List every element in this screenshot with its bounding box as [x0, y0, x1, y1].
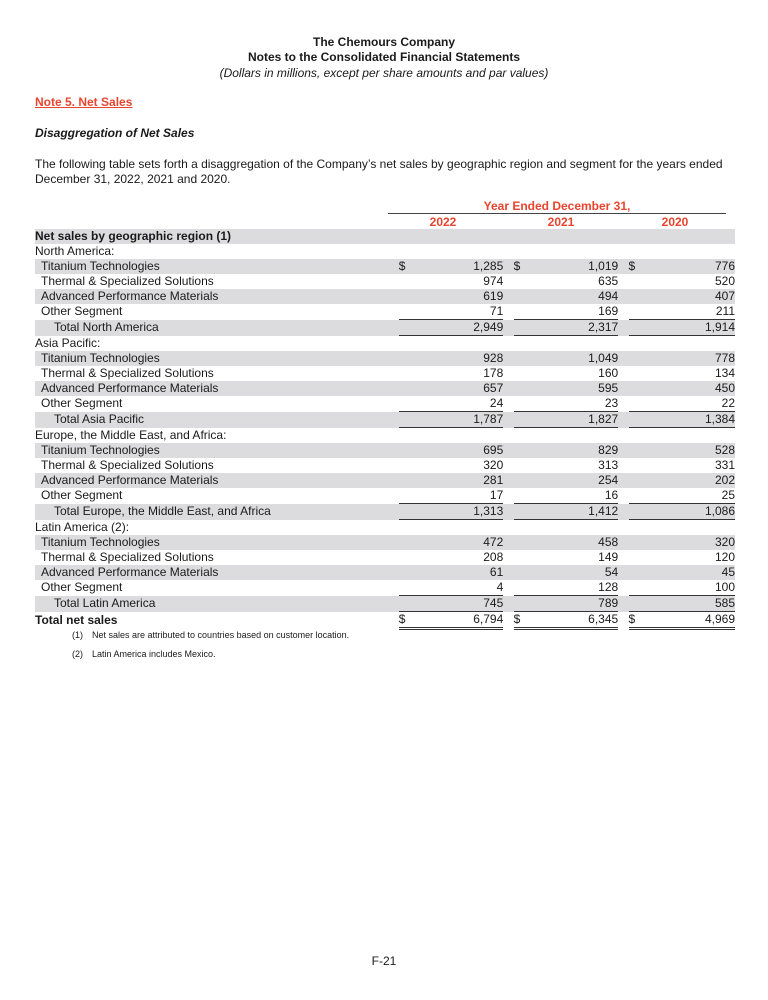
currency-symbol: [514, 366, 528, 381]
currency-symbol: $: [514, 612, 528, 629]
currency-symbol: [629, 565, 643, 580]
value-cell: 320: [483, 458, 504, 472]
region-total-row: [35, 320, 735, 336]
row-label: Titanium Technologies: [35, 351, 399, 366]
value-cell: [642, 428, 735, 444]
column-gap: [618, 244, 628, 259]
currency-symbol: [629, 596, 643, 612]
value-cell: [642, 229, 735, 244]
value-cell: 134: [714, 366, 735, 380]
value-cell: 149: [598, 550, 619, 564]
currency-symbol: [399, 580, 413, 596]
column-gap: [618, 596, 628, 612]
currency-symbol: [514, 351, 528, 366]
column-gap: [503, 596, 513, 612]
currency-symbol: [399, 412, 413, 428]
value-cell: 24: [489, 396, 504, 410]
currency-symbol: [514, 504, 528, 520]
currency-symbol: [514, 304, 528, 320]
note-title-link[interactable]: Note 5. Net Sales: [35, 95, 133, 109]
row-label: Total Europe, the Middle East, and Africa: [35, 504, 399, 520]
value-cell: 1,384: [642, 412, 735, 428]
period-header: Year Ended December 31,: [388, 199, 726, 214]
value-cell: 160: [598, 366, 619, 380]
value-cell: 928: [412, 351, 503, 366]
table-row: [35, 565, 735, 580]
value-cell: 100: [714, 580, 735, 594]
company-name: The Chemours Company: [312, 35, 456, 49]
currency-symbol: [514, 320, 528, 336]
column-gap: [618, 550, 628, 565]
row-label: Other Segment: [41, 396, 123, 411]
value-cell: 211: [715, 304, 735, 318]
currency-symbol: [514, 535, 528, 550]
column-gap: [618, 473, 628, 488]
currency-symbol: [399, 304, 413, 320]
value-cell: 520: [714, 274, 735, 288]
currency-symbol: $: [629, 259, 643, 274]
value-cell: 2,317: [527, 320, 618, 336]
table-row: [35, 289, 735, 304]
net-sales-table: [35, 229, 735, 630]
region-heading-row: [35, 428, 735, 444]
value-cell: 4,969: [642, 612, 735, 629]
value-cell: 6,794: [412, 612, 503, 629]
region-heading-row: [35, 336, 735, 352]
row-label: Net sales by geographic region (1): [35, 229, 399, 244]
value-cell: [527, 428, 618, 444]
row-label: Thermal & Specialized Solutions: [41, 550, 214, 564]
row-label: Advanced Performance Materials: [35, 473, 399, 488]
value-cell: 202: [642, 473, 735, 488]
table-row: [35, 458, 735, 473]
value-cell: 829: [527, 443, 618, 458]
column-gap: [618, 580, 628, 596]
value-cell: 458: [527, 535, 618, 550]
column-gap: [618, 229, 628, 244]
value-cell: 619: [412, 289, 503, 304]
value-cell: 657: [412, 381, 503, 396]
column-gap: [503, 244, 513, 259]
currency-symbol: [629, 274, 643, 289]
region-total-row: [35, 412, 735, 428]
region-total-row: [35, 504, 735, 520]
value-cell: [412, 428, 503, 444]
currency-symbol: [399, 504, 413, 520]
column-gap: [503, 612, 513, 629]
column-gap: [618, 520, 628, 536]
currency-symbol: [514, 412, 528, 428]
grand-total-row: [35, 612, 735, 629]
column-gap: [503, 428, 513, 444]
value-cell: 22: [721, 396, 735, 410]
column-gap: [618, 612, 628, 629]
row-label: Thermal & Specialized Solutions: [41, 366, 214, 380]
value-cell: 595: [527, 381, 618, 396]
column-gap: [503, 381, 513, 396]
value-cell: [412, 336, 503, 352]
currency-symbol: $: [514, 259, 528, 274]
value-cell: [412, 244, 503, 259]
currency-symbol: [629, 550, 643, 565]
currency-symbol: [514, 336, 528, 352]
value-cell: 23: [604, 396, 619, 410]
column-gap: [618, 428, 628, 444]
column-gap: [618, 336, 628, 352]
currency-symbol: [514, 473, 528, 488]
row-label: Total North America: [35, 320, 399, 336]
column-gap: [503, 336, 513, 352]
currency-symbol: [514, 396, 528, 412]
table-row: [35, 550, 735, 565]
value-cell: 695: [412, 443, 503, 458]
table-row: [35, 366, 735, 381]
currency-symbol: [514, 520, 528, 536]
currency-symbol: [399, 274, 413, 289]
currency-symbol: [514, 229, 528, 244]
column-header-2021: 2021: [506, 215, 616, 230]
table-row: [35, 381, 735, 396]
column-gap: [503, 259, 513, 274]
page-number: F-21: [371, 954, 397, 968]
currency-symbol: [629, 520, 643, 536]
table-row: [35, 488, 735, 504]
currency-symbol: [629, 504, 643, 520]
currency-symbol: [399, 428, 413, 444]
column-gap: [618, 504, 628, 520]
currency-symbol: [629, 366, 643, 381]
column-gap: [618, 320, 628, 336]
currency-symbol: [629, 244, 643, 259]
table-row: [35, 259, 735, 274]
currency-symbol: [399, 289, 413, 304]
footnote-2: (2) Latin America includes Mexico.: [72, 649, 216, 659]
row-label: Thermal & Specialized Solutions: [41, 458, 214, 472]
value-cell: 472: [412, 535, 503, 550]
column-gap: [618, 259, 628, 274]
column-gap: [503, 565, 513, 580]
column-gap: [503, 504, 513, 520]
table-row: [35, 351, 735, 366]
row-label: Total Latin America: [35, 596, 399, 612]
row-label: Advanced Performance Materials: [35, 381, 399, 396]
value-cell: 61: [412, 565, 503, 580]
column-gap: [503, 274, 513, 289]
currency-symbol: [514, 381, 528, 396]
table-row: [35, 535, 735, 550]
column-header-2022: 2022: [388, 215, 498, 230]
currency-symbol: [399, 336, 413, 352]
currency-symbol: [629, 381, 643, 396]
region-heading-row: [35, 520, 735, 536]
currency-symbol: [629, 396, 643, 412]
currency-symbol: [629, 351, 643, 366]
region-total-row: [35, 596, 735, 612]
currency-symbol: [399, 244, 413, 259]
value-cell: 407: [642, 289, 735, 304]
currency-symbol: $: [629, 612, 643, 629]
column-gap: [503, 520, 513, 536]
row-label: Total Asia Pacific: [35, 412, 399, 428]
currency-symbol: [514, 550, 528, 565]
row-label: Other Segment: [41, 580, 123, 595]
value-cell: 1,313: [412, 504, 503, 520]
currency-symbol: [514, 428, 528, 444]
value-cell: 178: [483, 366, 504, 380]
column-gap: [618, 396, 628, 412]
currency-symbol: [399, 351, 413, 366]
value-cell: 1,019: [527, 259, 618, 274]
value-cell: 45: [642, 565, 735, 580]
column-gap: [618, 351, 628, 366]
row-label: Thermal & Specialized Solutions: [41, 274, 214, 288]
currency-symbol: [629, 229, 643, 244]
row-label: Titanium Technologies: [35, 535, 399, 550]
row-label: Other Segment: [41, 304, 123, 319]
column-gap: [618, 289, 628, 304]
currency-symbol: $: [399, 612, 413, 629]
row-label: Titanium Technologies: [35, 259, 399, 274]
currency-symbol: [399, 520, 413, 536]
column-gap: [503, 412, 513, 428]
currency-symbol: [629, 289, 643, 304]
column-gap: [618, 274, 628, 289]
value-cell: 208: [483, 550, 504, 564]
column-gap: [618, 443, 628, 458]
value-cell: 2,949: [412, 320, 503, 336]
currency-symbol: [399, 596, 413, 612]
value-cell: 320: [642, 535, 735, 550]
table-row: [35, 473, 735, 488]
currency-symbol: [514, 274, 528, 289]
currency-symbol: [399, 443, 413, 458]
currency-symbol: [399, 458, 413, 473]
value-cell: 494: [527, 289, 618, 304]
row-label: Titanium Technologies: [35, 443, 399, 458]
currency-symbol: [399, 535, 413, 550]
column-gap: [618, 366, 628, 381]
value-cell: 1,285: [412, 259, 503, 274]
column-gap: [503, 458, 513, 473]
value-cell: 528: [642, 443, 735, 458]
value-cell: 128: [598, 580, 619, 594]
currency-symbol: [514, 488, 528, 504]
value-cell: 635: [598, 274, 619, 288]
value-cell: 1,914: [642, 320, 735, 336]
row-label: Total net sales: [35, 612, 118, 627]
value-cell: 585: [642, 596, 735, 612]
currency-symbol: [514, 565, 528, 580]
currency-symbol: [629, 412, 643, 428]
currency-symbol: [399, 381, 413, 396]
section-heading-row: [35, 229, 735, 244]
column-gap: [503, 229, 513, 244]
document-subtitle: (Dollars in millions, except per share amounts and par values): [219, 66, 549, 80]
row-label: Europe, the Middle East, and Africa:: [35, 427, 227, 442]
value-cell: 1,049: [527, 351, 618, 366]
currency-symbol: [514, 244, 528, 259]
currency-symbol: [514, 443, 528, 458]
currency-symbol: [629, 336, 643, 352]
row-label: Asia Pacific:: [35, 335, 101, 350]
value-cell: 17: [489, 488, 504, 502]
currency-symbol: [629, 535, 643, 550]
column-gap: [503, 289, 513, 304]
value-cell: [642, 244, 735, 259]
column-gap: [503, 320, 513, 336]
currency-symbol: [629, 443, 643, 458]
value-cell: 331: [714, 458, 735, 472]
value-cell: 1,086: [642, 504, 735, 520]
column-gap: [503, 580, 513, 596]
value-cell: [412, 229, 503, 244]
value-cell: 1,787: [412, 412, 503, 428]
table-row: [35, 580, 735, 596]
value-cell: [527, 229, 618, 244]
value-cell: 254: [527, 473, 618, 488]
value-cell: 313: [598, 458, 619, 472]
value-cell: 169: [598, 304, 619, 318]
currency-symbol: [399, 366, 413, 381]
currency-symbol: [514, 458, 528, 473]
value-cell: [527, 336, 618, 352]
column-gap: [503, 396, 513, 412]
value-cell: [527, 244, 618, 259]
value-cell: 745: [412, 596, 503, 612]
column-gap: [618, 412, 628, 428]
currency-symbol: [399, 550, 413, 565]
value-cell: 776: [642, 259, 735, 274]
footnote-1: (1) Net sales are attributed to countries based on customer location.: [72, 630, 350, 640]
value-cell: 789: [527, 596, 618, 612]
currency-symbol: [629, 580, 643, 596]
table-row: [35, 304, 735, 320]
currency-symbol: [399, 396, 413, 412]
column-gap: [503, 366, 513, 381]
document-title: Notes to the Consolidated Financial Statements: [247, 50, 521, 64]
value-cell: 71: [489, 304, 504, 318]
column-gap: [503, 473, 513, 488]
currency-symbol: [514, 289, 528, 304]
region-heading-row: [35, 244, 735, 259]
intro-paragraph: The following table sets forth a disaggregation of the Company’s net sales by geographic region and segment for the years ended December 31, 2022, 2021 and 2020.: [35, 157, 723, 186]
value-cell: 778: [642, 351, 735, 366]
value-cell: 974: [483, 274, 504, 288]
column-gap: [618, 304, 628, 320]
row-label: Advanced Performance Materials: [35, 565, 399, 580]
value-cell: 25: [721, 488, 735, 502]
value-cell: 54: [527, 565, 618, 580]
currency-symbol: [399, 473, 413, 488]
currency-symbol: [399, 229, 413, 244]
column-gap: [503, 443, 513, 458]
value-cell: 6,345: [527, 612, 618, 629]
value-cell: [642, 336, 735, 352]
column-gap: [618, 381, 628, 396]
row-label: Advanced Performance Materials: [35, 289, 399, 304]
column-gap: [618, 488, 628, 504]
column-gap: [503, 535, 513, 550]
table-row: [35, 443, 735, 458]
currency-symbol: [629, 488, 643, 504]
currency-symbol: $: [399, 259, 413, 274]
table-row: [35, 274, 735, 289]
currency-symbol: [629, 458, 643, 473]
value-cell: 120: [714, 550, 735, 564]
row-label: Latin America (2):: [35, 519, 130, 534]
currency-symbol: [629, 473, 643, 488]
column-gap: [618, 565, 628, 580]
currency-symbol: [514, 580, 528, 596]
row-label: Other Segment: [41, 488, 123, 503]
column-gap: [503, 488, 513, 504]
currency-symbol: [399, 320, 413, 336]
value-cell: 1,412: [527, 504, 618, 520]
column-gap: [503, 351, 513, 366]
value-cell: 450: [642, 381, 735, 396]
value-cell: 16: [604, 488, 619, 502]
currency-symbol: [399, 488, 413, 504]
row-label: North America:: [35, 244, 115, 258]
value-cell: [642, 520, 735, 536]
column-gap: [618, 535, 628, 550]
section-title: Disaggregation of Net Sales: [35, 126, 195, 140]
value-cell: [527, 520, 618, 536]
column-gap: [503, 304, 513, 320]
column-gap: [503, 550, 513, 565]
currency-symbol: [629, 320, 643, 336]
currency-symbol: [629, 304, 643, 320]
value-cell: [412, 520, 503, 536]
value-cell: 281: [412, 473, 503, 488]
value-cell: 4: [496, 580, 504, 594]
value-cell: 1,827: [527, 412, 618, 428]
currency-symbol: [629, 428, 643, 444]
column-gap: [618, 458, 628, 473]
column-header-2020: 2020: [624, 215, 726, 230]
currency-symbol: [514, 596, 528, 612]
table-row: [35, 396, 735, 412]
currency-symbol: [399, 565, 413, 580]
